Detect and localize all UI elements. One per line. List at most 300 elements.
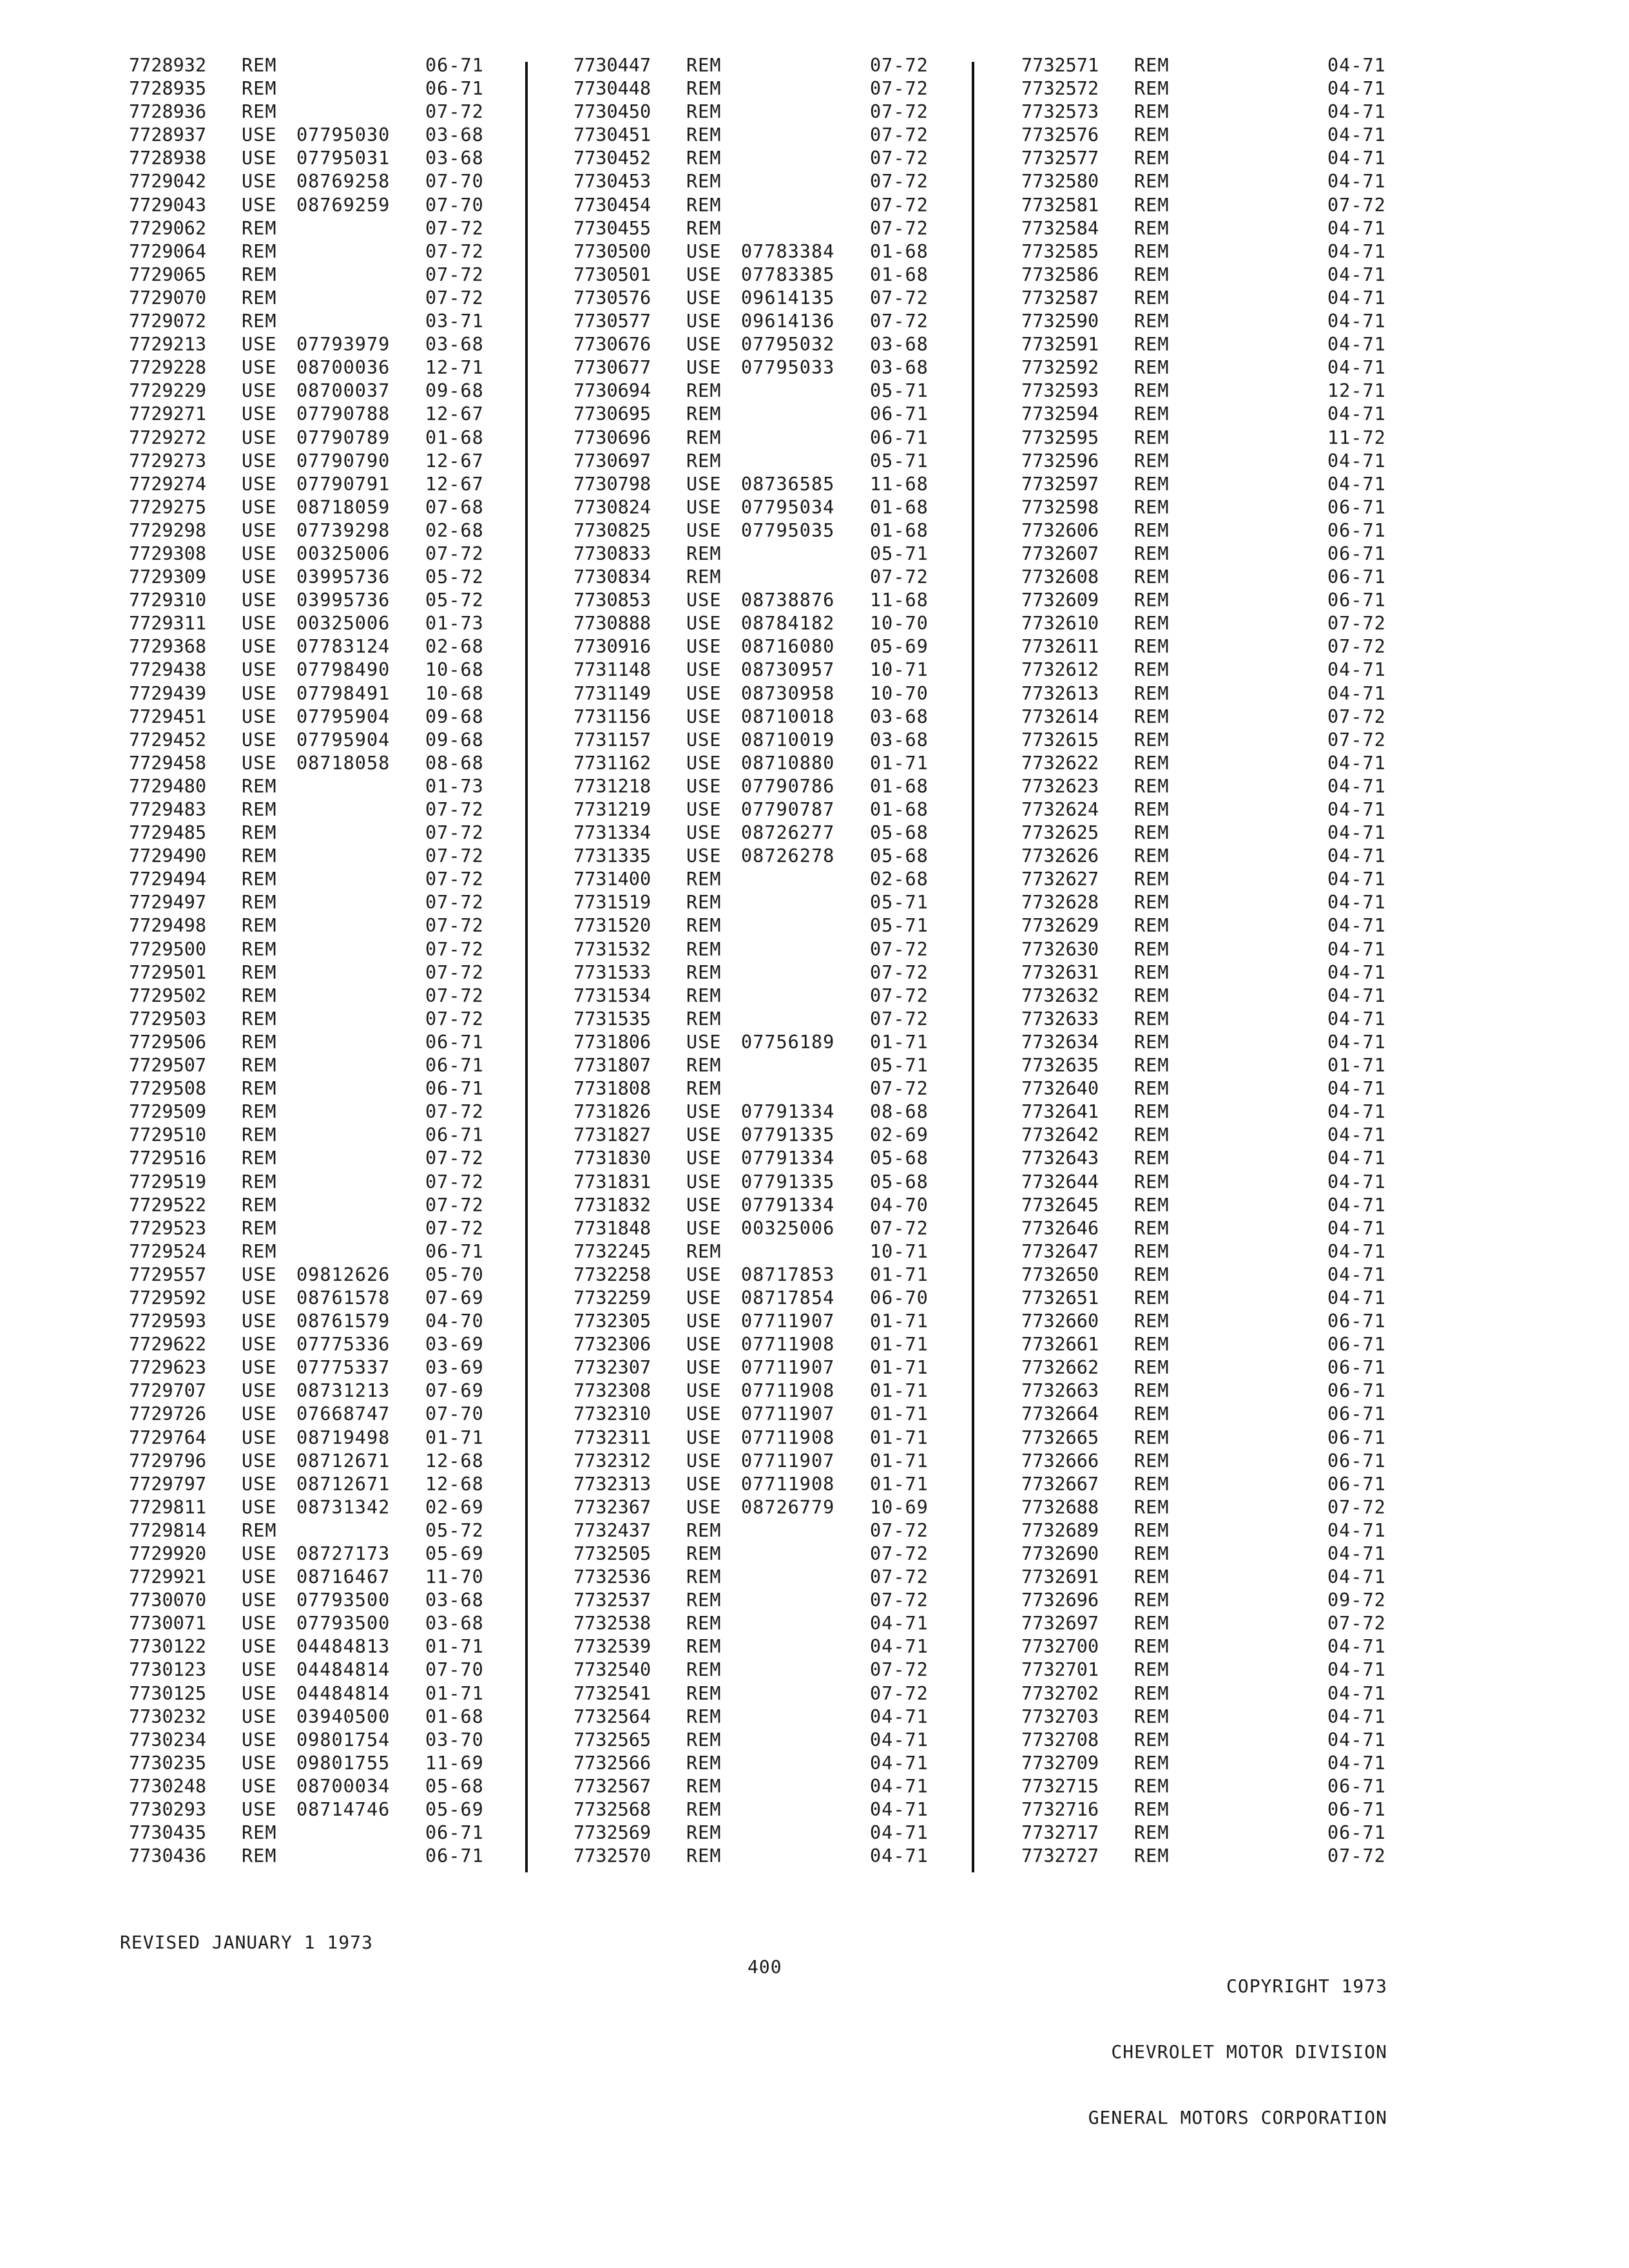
replacement-part-number: 07791335 bbox=[741, 1124, 835, 1146]
effective-date: 01-68 bbox=[425, 427, 484, 448]
effective-date: 06-71 bbox=[425, 1031, 484, 1053]
effective-date: 07-72 bbox=[425, 892, 484, 914]
table-row bbox=[1021, 589, 1389, 612]
effective-date: 04-71 bbox=[1327, 403, 1386, 425]
part-number: 7729272 bbox=[129, 427, 207, 448]
action-code: REM bbox=[686, 450, 722, 472]
effective-date: 07-72 bbox=[870, 938, 929, 960]
table-row bbox=[129, 938, 496, 961]
effective-date: 04-71 bbox=[1327, 334, 1386, 356]
table-row bbox=[129, 1054, 496, 1077]
part-number: 7729070 bbox=[129, 287, 207, 309]
table-row bbox=[574, 101, 941, 124]
replacement-part-number: 07793979 bbox=[296, 334, 390, 356]
effective-date: 02-68 bbox=[425, 519, 484, 541]
table-row bbox=[129, 798, 496, 822]
effective-date: 04-71 bbox=[1327, 1171, 1386, 1193]
action-code: REM bbox=[1134, 1496, 1170, 1518]
part-number: 7729523 bbox=[129, 1217, 207, 1239]
table-row bbox=[129, 566, 496, 589]
effective-date: 07-72 bbox=[425, 217, 484, 239]
effective-date: 12-71 bbox=[1327, 380, 1386, 402]
action-code: REM bbox=[1134, 1264, 1170, 1285]
table-row bbox=[1021, 1333, 1389, 1356]
table-row bbox=[129, 1240, 496, 1264]
table-row bbox=[1021, 1635, 1389, 1658]
table-row bbox=[574, 985, 941, 1008]
table-row bbox=[129, 1100, 496, 1124]
table-row bbox=[574, 1450, 941, 1473]
table-row bbox=[574, 1427, 941, 1450]
part-number: 7732607 bbox=[1021, 543, 1099, 564]
table-row bbox=[574, 1752, 941, 1775]
effective-date: 04-71 bbox=[870, 1729, 929, 1751]
table-row bbox=[574, 1310, 941, 1333]
part-number: 7732613 bbox=[1021, 682, 1099, 704]
action-code: USE bbox=[242, 590, 277, 611]
effective-date: 07-70 bbox=[425, 1659, 484, 1681]
part-number: 7732367 bbox=[574, 1496, 651, 1518]
table-row bbox=[574, 752, 941, 775]
action-code: REM bbox=[1134, 1101, 1170, 1123]
part-number: 7732592 bbox=[1021, 357, 1099, 379]
effective-date: 06-71 bbox=[1327, 1357, 1386, 1379]
part-number: 7732703 bbox=[1021, 1706, 1099, 1727]
part-number: 7732640 bbox=[1021, 1078, 1099, 1100]
effective-date: 04-71 bbox=[1327, 1752, 1386, 1774]
effective-date: 11-72 bbox=[1327, 427, 1386, 448]
action-code: USE bbox=[242, 1752, 277, 1774]
part-number: 7729557 bbox=[129, 1264, 207, 1285]
part-number: 7732709 bbox=[1021, 1752, 1099, 1774]
action-code: USE bbox=[686, 1194, 722, 1216]
effective-date: 09-68 bbox=[425, 706, 484, 727]
table-row bbox=[129, 1403, 496, 1426]
part-number: 7730122 bbox=[129, 1636, 207, 1658]
table-row bbox=[1021, 1473, 1389, 1496]
table-row bbox=[129, 77, 496, 101]
action-code: USE bbox=[242, 682, 277, 704]
part-number: 7730232 bbox=[129, 1706, 207, 1727]
table-row bbox=[574, 1031, 941, 1054]
table-row bbox=[129, 891, 496, 914]
table-row bbox=[129, 240, 496, 264]
replacement-part-number: 08714746 bbox=[296, 1799, 390, 1821]
action-code: USE bbox=[242, 1357, 277, 1379]
table-row bbox=[129, 496, 496, 519]
effective-date: 06-71 bbox=[425, 55, 484, 76]
action-code: REM bbox=[242, 1124, 277, 1146]
table-row bbox=[129, 380, 496, 403]
effective-date: 03-68 bbox=[870, 334, 929, 356]
part-number: 7732577 bbox=[1021, 148, 1099, 169]
action-code: USE bbox=[242, 566, 277, 588]
action-code: USE bbox=[242, 1543, 277, 1564]
effective-date: 04-71 bbox=[1327, 1659, 1386, 1681]
table-row bbox=[574, 1845, 941, 1868]
effective-date: 04-71 bbox=[1327, 1682, 1386, 1704]
effective-date: 04-71 bbox=[1327, 473, 1386, 495]
replacement-part-number: 07798490 bbox=[296, 659, 390, 681]
part-number: 7730454 bbox=[574, 194, 651, 216]
table-row bbox=[129, 1008, 496, 1031]
table-row bbox=[574, 566, 941, 589]
action-code: USE bbox=[242, 1334, 277, 1356]
part-number: 7732612 bbox=[1021, 659, 1099, 681]
effective-date: 02-68 bbox=[870, 869, 929, 890]
table-row bbox=[1021, 310, 1389, 333]
effective-date: 04-71 bbox=[1327, 961, 1386, 983]
part-number: 7732595 bbox=[1021, 427, 1099, 448]
part-number: 7728935 bbox=[129, 78, 207, 100]
table-row bbox=[574, 264, 941, 287]
replacement-part-number: 08769259 bbox=[296, 194, 390, 216]
action-code: REM bbox=[686, 1078, 722, 1100]
effective-date: 01-71 bbox=[870, 1031, 929, 1053]
replacement-part-number: 08738876 bbox=[741, 590, 835, 611]
action-code: REM bbox=[1134, 1845, 1170, 1867]
effective-date: 04-71 bbox=[1327, 1566, 1386, 1588]
replacement-part-number: 07790790 bbox=[296, 450, 390, 472]
replacement-part-number: 08716467 bbox=[296, 1566, 390, 1588]
action-code: REM bbox=[242, 217, 277, 239]
effective-date: 07-72 bbox=[425, 961, 484, 983]
effective-date: 04-71 bbox=[1327, 124, 1386, 146]
part-number: 7731827 bbox=[574, 1124, 651, 1146]
table-row bbox=[129, 1077, 496, 1100]
action-code: USE bbox=[242, 1380, 277, 1402]
replacement-part-number: 08769258 bbox=[296, 171, 390, 193]
replacement-part-number: 08726277 bbox=[741, 822, 835, 844]
part-number: 7732606 bbox=[1021, 519, 1099, 541]
part-number: 7732541 bbox=[574, 1682, 651, 1704]
part-number: 7732622 bbox=[1021, 752, 1099, 774]
table-row bbox=[574, 612, 941, 635]
action-code: USE bbox=[242, 519, 277, 541]
part-number: 7730697 bbox=[574, 450, 651, 472]
table-row bbox=[574, 891, 941, 914]
table-row bbox=[1021, 450, 1389, 473]
table-row bbox=[574, 1124, 941, 1147]
action-code: USE bbox=[686, 1031, 722, 1053]
part-number: 7732631 bbox=[1021, 961, 1099, 983]
part-number: 7732306 bbox=[574, 1334, 651, 1356]
action-code: REM bbox=[242, 1055, 277, 1077]
table-row bbox=[129, 1682, 496, 1706]
part-number: 7732651 bbox=[1021, 1287, 1099, 1309]
effective-date: 04-71 bbox=[1327, 869, 1386, 890]
action-code: REM bbox=[1134, 217, 1170, 239]
part-number: 7732258 bbox=[574, 1264, 651, 1285]
action-code: USE bbox=[242, 1403, 277, 1425]
replacement-part-number: 08761579 bbox=[296, 1311, 390, 1332]
part-number: 7729507 bbox=[129, 1055, 207, 1077]
part-number: 7732665 bbox=[1021, 1427, 1099, 1448]
part-number: 7730798 bbox=[574, 473, 651, 495]
table-row bbox=[129, 1124, 496, 1147]
replacement-part-number: 07711908 bbox=[741, 1380, 835, 1402]
replacement-part-number: 09801755 bbox=[296, 1752, 390, 1774]
action-code: REM bbox=[1134, 822, 1170, 844]
table-row bbox=[129, 1031, 496, 1054]
replacement-part-number: 08784182 bbox=[741, 613, 835, 635]
action-code: USE bbox=[242, 1682, 277, 1704]
table-row bbox=[574, 1798, 941, 1821]
part-number: 7729501 bbox=[129, 961, 207, 983]
table-row bbox=[129, 1427, 496, 1450]
effective-date: 07-72 bbox=[870, 1682, 929, 1704]
action-code: REM bbox=[1134, 1148, 1170, 1169]
effective-date: 07-72 bbox=[1327, 1845, 1386, 1867]
part-number: 7732308 bbox=[574, 1380, 651, 1402]
part-number: 7731832 bbox=[574, 1194, 651, 1216]
effective-date: 07-72 bbox=[1327, 1496, 1386, 1518]
action-code: REM bbox=[242, 822, 277, 844]
copyright-line: GENERAL MOTORS CORPORATION bbox=[1088, 2107, 1387, 2128]
part-number: 7730455 bbox=[574, 217, 651, 239]
replacement-part-number: 08710880 bbox=[741, 752, 835, 774]
table-row bbox=[129, 706, 496, 729]
action-code: REM bbox=[242, 101, 277, 123]
effective-date: 07-72 bbox=[870, 171, 929, 193]
replacement-part-number: 08716080 bbox=[741, 636, 835, 658]
effective-date: 07-70 bbox=[425, 171, 484, 193]
effective-date: 05-71 bbox=[870, 543, 929, 564]
action-code: REM bbox=[1134, 1752, 1170, 1774]
action-code: REM bbox=[1134, 427, 1170, 448]
part-number: 7732538 bbox=[574, 1613, 651, 1635]
effective-date: 03-68 bbox=[870, 729, 929, 751]
effective-date: 04-71 bbox=[870, 1613, 929, 1635]
part-number: 7732628 bbox=[1021, 892, 1099, 914]
table-row bbox=[1021, 77, 1389, 101]
action-code: USE bbox=[242, 1450, 277, 1472]
action-code: REM bbox=[1134, 55, 1170, 76]
part-number: 7729508 bbox=[129, 1078, 207, 1100]
effective-date: 06-71 bbox=[1327, 1427, 1386, 1448]
part-number: 7732642 bbox=[1021, 1124, 1099, 1146]
table-row bbox=[574, 240, 941, 264]
effective-date: 04-71 bbox=[1327, 78, 1386, 100]
action-code: REM bbox=[1134, 566, 1170, 588]
table-row bbox=[129, 427, 496, 450]
part-number: 7729519 bbox=[129, 1171, 207, 1193]
effective-date: 03-68 bbox=[870, 357, 929, 379]
replacement-part-number: 08731213 bbox=[296, 1380, 390, 1402]
part-number: 7732614 bbox=[1021, 706, 1099, 727]
table-row bbox=[1021, 1542, 1389, 1566]
replacement-part-number: 07711908 bbox=[741, 1473, 835, 1495]
action-code: USE bbox=[686, 706, 722, 727]
table-row bbox=[1021, 1264, 1389, 1287]
part-number: 7729497 bbox=[129, 892, 207, 914]
table-row bbox=[129, 1519, 496, 1542]
replacement-part-number: 08717853 bbox=[741, 1264, 835, 1285]
action-code: USE bbox=[686, 240, 722, 262]
action-code: REM bbox=[686, 1613, 722, 1635]
action-code: REM bbox=[242, 1217, 277, 1239]
table-row bbox=[1021, 1519, 1389, 1542]
effective-date: 07-70 bbox=[425, 1403, 484, 1425]
effective-date: 07-72 bbox=[870, 78, 929, 100]
part-number: 7732633 bbox=[1021, 1008, 1099, 1030]
effective-date: 12-68 bbox=[425, 1450, 484, 1472]
table-row bbox=[129, 775, 496, 798]
part-number: 7732623 bbox=[1021, 775, 1099, 797]
part-number: 7731830 bbox=[574, 1148, 651, 1169]
effective-date: 09-68 bbox=[425, 729, 484, 751]
action-code: USE bbox=[686, 1287, 722, 1309]
part-number: 7730916 bbox=[574, 636, 651, 658]
effective-date: 07-72 bbox=[870, 124, 929, 146]
replacement-part-number: 07795904 bbox=[296, 706, 390, 727]
part-number: 7732584 bbox=[1021, 217, 1099, 239]
table-row bbox=[1021, 635, 1389, 658]
table-row bbox=[574, 1635, 941, 1658]
table-row bbox=[129, 1729, 496, 1752]
action-code: REM bbox=[686, 1590, 722, 1611]
replacement-part-number: 07775337 bbox=[296, 1357, 390, 1379]
action-code: USE bbox=[242, 1566, 277, 1588]
part-number: 7732666 bbox=[1021, 1450, 1099, 1472]
part-number: 7732608 bbox=[1021, 566, 1099, 588]
action-code: USE bbox=[242, 124, 277, 146]
action-code: REM bbox=[242, 1148, 277, 1169]
part-number: 7731534 bbox=[574, 985, 651, 1006]
part-number: 7729622 bbox=[129, 1334, 207, 1356]
part-number: 7732597 bbox=[1021, 473, 1099, 495]
replacement-part-number: 07798491 bbox=[296, 682, 390, 704]
effective-date: 07-69 bbox=[425, 1287, 484, 1309]
effective-date: 10-71 bbox=[870, 1240, 929, 1262]
action-code: REM bbox=[1134, 1380, 1170, 1402]
part-number: 7729310 bbox=[129, 590, 207, 611]
part-number: 7730248 bbox=[129, 1775, 207, 1797]
parts-column-1 bbox=[129, 54, 496, 1878]
part-number: 7730293 bbox=[129, 1799, 207, 1821]
table-row bbox=[574, 1379, 941, 1403]
effective-date: 04-71 bbox=[1327, 1287, 1386, 1309]
effective-date: 11-70 bbox=[425, 1566, 484, 1588]
effective-date: 06-71 bbox=[1327, 543, 1386, 564]
effective-date: 07-72 bbox=[870, 148, 929, 169]
part-number: 7731533 bbox=[574, 961, 651, 983]
effective-date: 08-68 bbox=[425, 752, 484, 774]
action-code: REM bbox=[1134, 194, 1170, 216]
action-code: USE bbox=[686, 1264, 722, 1285]
replacement-part-number: 07791334 bbox=[741, 1194, 835, 1216]
table-row bbox=[1021, 1729, 1389, 1752]
table-row bbox=[129, 450, 496, 473]
action-code: REM bbox=[686, 380, 722, 402]
effective-date: 01-68 bbox=[425, 1706, 484, 1727]
table-row bbox=[129, 1658, 496, 1682]
replacement-part-number: 08700037 bbox=[296, 380, 390, 402]
table-row bbox=[1021, 1194, 1389, 1217]
action-code: REM bbox=[686, 427, 722, 448]
table-row bbox=[1021, 1450, 1389, 1473]
action-code: REM bbox=[242, 1101, 277, 1123]
part-number: 7729500 bbox=[129, 938, 207, 960]
part-number: 7729480 bbox=[129, 775, 207, 797]
table-row bbox=[129, 473, 496, 496]
table-row bbox=[1021, 1054, 1389, 1077]
effective-date: 04-71 bbox=[1327, 1008, 1386, 1030]
action-code: USE bbox=[242, 636, 277, 658]
action-code: REM bbox=[242, 985, 277, 1006]
effective-date: 04-71 bbox=[1327, 1519, 1386, 1541]
part-number: 7732708 bbox=[1021, 1729, 1099, 1751]
part-number: 7732568 bbox=[574, 1799, 651, 1821]
effective-date: 01-68 bbox=[870, 240, 929, 262]
action-code: REM bbox=[242, 869, 277, 890]
action-code: USE bbox=[686, 1496, 722, 1518]
action-code: REM bbox=[1134, 1659, 1170, 1681]
part-number: 7731826 bbox=[574, 1101, 651, 1123]
effective-date: 05-69 bbox=[870, 636, 929, 658]
part-number: 7729921 bbox=[129, 1566, 207, 1588]
action-code: USE bbox=[242, 1473, 277, 1495]
effective-date: 07-72 bbox=[425, 822, 484, 844]
table-row bbox=[574, 543, 941, 566]
part-number: 7730833 bbox=[574, 543, 651, 564]
replacement-part-number: 07795032 bbox=[741, 334, 835, 356]
part-number: 7732310 bbox=[574, 1403, 651, 1425]
action-code: REM bbox=[1134, 938, 1170, 960]
action-code: REM bbox=[1134, 1613, 1170, 1635]
part-number: 7732536 bbox=[574, 1566, 651, 1588]
effective-date: 07-70 bbox=[425, 194, 484, 216]
copyright-block bbox=[1088, 1932, 1387, 2151]
effective-date: 06-71 bbox=[1327, 1799, 1386, 1821]
part-number: 7732697 bbox=[1021, 1613, 1099, 1635]
table-row bbox=[574, 194, 941, 217]
part-number: 7732611 bbox=[1021, 636, 1099, 658]
action-code: REM bbox=[1134, 171, 1170, 193]
part-number: 7731335 bbox=[574, 845, 651, 867]
action-code: REM bbox=[1134, 1008, 1170, 1030]
action-code: REM bbox=[686, 1682, 722, 1704]
table-row bbox=[1021, 985, 1389, 1008]
effective-date: 06-71 bbox=[425, 1822, 484, 1844]
action-code: REM bbox=[1134, 869, 1170, 890]
part-number: 7730234 bbox=[129, 1729, 207, 1751]
table-row bbox=[1021, 1752, 1389, 1775]
table-row bbox=[1021, 1612, 1389, 1635]
table-row bbox=[574, 1217, 941, 1240]
part-number: 7732564 bbox=[574, 1706, 651, 1727]
action-code: REM bbox=[242, 915, 277, 937]
action-code: USE bbox=[242, 171, 277, 193]
table-row bbox=[129, 124, 496, 147]
action-code: REM bbox=[686, 1659, 722, 1681]
part-number: 7730452 bbox=[574, 148, 651, 169]
action-code: REM bbox=[1134, 1194, 1170, 1216]
replacement-part-number: 08730957 bbox=[741, 659, 835, 681]
table-row bbox=[129, 914, 496, 937]
replacement-part-number: 07711907 bbox=[741, 1403, 835, 1425]
table-row bbox=[1021, 612, 1389, 635]
effective-date: 04-71 bbox=[1327, 682, 1386, 704]
replacement-part-number: 07795034 bbox=[741, 496, 835, 518]
effective-date: 01-71 bbox=[425, 1636, 484, 1658]
part-number: 7729524 bbox=[129, 1240, 207, 1262]
part-number: 7731831 bbox=[574, 1171, 651, 1193]
action-code: REM bbox=[242, 892, 277, 914]
effective-date: 01-71 bbox=[870, 752, 929, 774]
table-row bbox=[574, 682, 941, 706]
effective-date: 07-69 bbox=[425, 1380, 484, 1402]
